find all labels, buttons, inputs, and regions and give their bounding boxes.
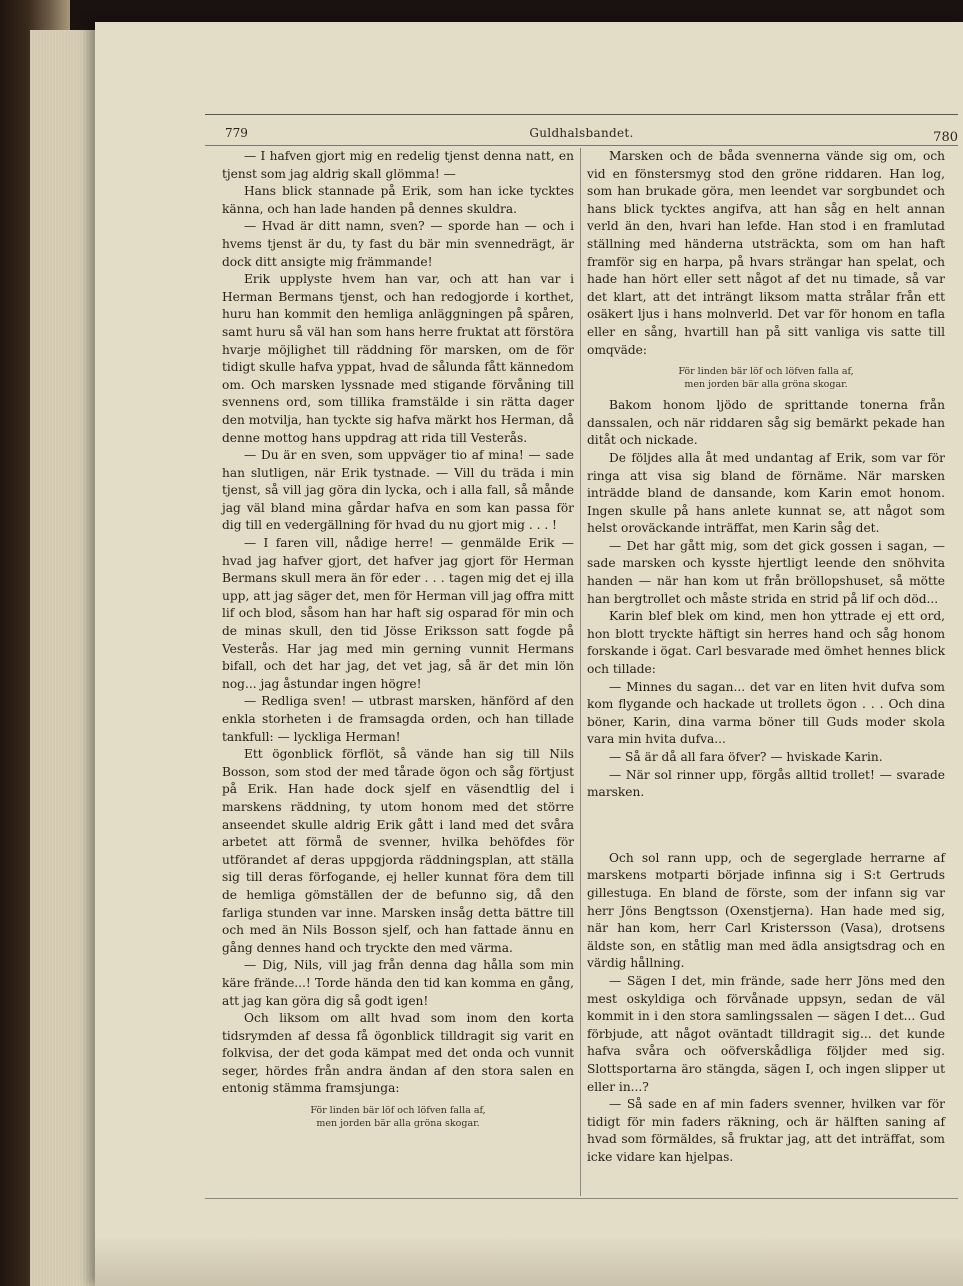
paragraph: — Redliga sven! — utbrast marsken, hänförd af den enkla storheten i de framsagda orden, och han tillade tankfull: — lyckliga Herman! — [222, 694, 574, 744]
running-title: Guldhalsbandet. — [529, 126, 634, 140]
paragraph: — I hafven gjort mig en redelig tjenst denna natt, en tjenst som jag aldrig skall glömma! — — [222, 149, 574, 181]
verse — [222, 1104, 574, 1130]
paragraph: — I faren vill, nådige herre! — genmälde Erik — hvad jag hafver gjort, det hafver jag gjort för Herman Bermans skull mera än för eder . . . tagen mig det ej illa upp, att jag säger det, men för Herman vill jag offra mitt lif och blod, såsom han har haft sig osparad för min och de minas skull, den tid Jösse Eriksson satt fogde på Vesterås. Har jag med min gerning vunnit Hermans bifall, och det har jag, det vet jag, så är det min lön nog... jag åstundar ingen högre! — [222, 536, 574, 691]
paragraph: — När sol rinner upp, förgås alltid trollet! — svarade marsken. — [587, 767, 945, 800]
paragraph: — Du är en sven, som uppväger tio af mina! — sade han slutligen, när Erik tystnade. — Vill du träda i min tjenst, så vill jag göra din lycka, och i alla fall, så månde jag väl bland mina gårdar hafva en som kan passa för dig till en vedergällning för hvad du nu gjort mig . . . ! — [222, 448, 574, 533]
paragraph: — Sägen I det, min frände, sade herr Jöns med den mest oskyldiga och förvånade uppsyn, sedan de väl kommit in i den stora samlingssalen — sägen I det... Gud förbjude, att något oväntadt tilldragit sig... det kunde hafva svåra och oöfverskådliga följder med sig. Slottsportarna äro stängda, sägen I, och ingen slipper ut eller in...? — [587, 973, 945, 1094]
right-column — [587, 148, 945, 1166]
paragraph: Bakom honom ljödo de sprittande tonerna från danssalen, och när riddaren såg sig bemärkt pekade han ditåt och nickade. — [587, 398, 945, 448]
column-divider — [580, 148, 581, 1196]
verse-line: men jorden bär alla gröna skogar. — [684, 379, 848, 391]
paragraph: Och sol rann upp, och de segerglade herrarne af marskens motparti började infinna sig i S:t Gertruds gillestuga. En bland de förste, som der infann sig var herr Jöns Bengtsson (Oxenstjerna). Han hade med sig, när han kom, herr Carl Kristersson (Vasa), drotsens äldste son, en ståtlig man med ädla ansigtsdrag och en värdig hållning. — [587, 850, 945, 971]
paragraph: Erik upplyste hvem han var, och att han var i Herman Bermans tjenst, och han redogjorde i korthet, huru han kommit den hemliga anläggningen på spåren, samt huru så väl han som hans herre fruktat att förstöra hvarje möjlighet till räddning för marsken, om de för tidigt skulle hafva yppat, hvad de sålunda fått kännedom om. Och marsken lyssnade med stigande förvåning till svennens ord, som tillika framstälde i sin rätta dager den motvilja, han tyckte sig hafva märkt hos Herman, då denne mottog hans uppdrag att rida till Vesterås. — [222, 272, 574, 445]
paragraph: Karin blef blek om kind, men hon yttrade ej ett ord, hon blott tryckte häftigt sin herres hand och såg honom forskande i ögat. Carl besvarade med ömhet hennes blick och tillade: — [587, 609, 945, 677]
paragraph: — Så sade en af min faders svenner, hvilken var för tidigt för min faders räkning, och är hälften saning af hvad som förmäldes, så fruktar jag, att det inträffat, som icke vidare kan hjelpas. — [587, 1097, 945, 1164]
page-shadow — [95, 1235, 963, 1286]
section-break — [587, 802, 945, 850]
verse-line: men jorden bär alla gröna skogar. — [316, 1118, 480, 1130]
paragraph: De följdes alla åt med undantag af Erik, som var för ringa att visa sig bland de förnäme. När marsken inträdde bland de dansande, kom Karin emot honom. Ingen skulle på hans anlete kunnat se, att något som helst oroväckande inträffat, men Karin såg det. — [587, 450, 945, 536]
bottom-rule — [205, 1198, 958, 1199]
header-rule-lower — [205, 145, 958, 146]
verse-line: För linden bär löf och löfven falla af, — [678, 366, 854, 378]
left-column — [222, 148, 574, 1136]
page-number-right: 780 — [933, 130, 958, 145]
paragraph: Hans blick stannade på Erik, som han icke tycktes känna, och han lade handen på dennes skuldra. — [222, 184, 574, 216]
paragraph: — Dig, Nils, vill jag från denna dag hålla som min käre frände...! Torde hända den tid kan komma en gång, att jag kan göra dig så godt igen! — [222, 958, 574, 1008]
paragraph: — Så är då all fara öfver? — hviskade Karin. — [609, 750, 883, 764]
header-rule — [205, 114, 958, 115]
paragraph: — Det har gått mig, som det gick gossen i sagan, — sade marsken och kysste hjertligt leende den snöhvita handen — när han kom ut från bröllopshuset, så mötte han bergtrollet och måste strida en strid på lif och död... — [587, 538, 945, 606]
paragraph: — Hvad är ditt namn, sven? — sporde han — och i hvems tjenst är du, ty fast du bär min svennedrägt, är dock ditt ansigte mig främmande! — [222, 219, 574, 269]
paragraph: Ett ögonblick förflöt, så vände han sig till Nils Bosson, som stod der med tårade ögon och såg förtjust på Erik. Han hade dock sjelf en väsendtlig del i marskens räddning, ty utom honom med det större anseendet skulle aldrig Erik gått i land med det svåra arbetet att förmå de svenner, hvilka behöfdes för utförandet af deras uppgjorda räddningsplan, att ställa sig till deras förfogande, ej heller kunnat föra dem till de hemliga gömställen der de befunno sig, då den farliga stunden var inne. Marsken insåg detta bättre till och med än Nils Bosson sjelf, och han fattade ännu en gång dennes hand och tryckte den med värma. — [222, 747, 574, 955]
paragraph: — Minnes du sagan... det var en liten hvit dufva som kom flygande och hackade ut trollets ögon . . . Och dina böner, Karin, dina varma böner till Guds moder skola vara min hvita dufva... — [587, 679, 945, 747]
paragraph: Marsken och de båda svennerna vände sig om, och vid en fönstersmyg stod den gröne riddaren. Han log, som han brukade göra, men leendet var sorgbundet och hans blick tycktes angifva, att han såg en helt annan verld än den, hvari han lefde. Han stod i en framlutad ställning med händerna utsträckta, som om han haft framför sig en harpa, på hvars strängar han spelat, och hade han hört eller sett något af det nu timade, så var det klart, att det inträngt liksom matta strålar från ett osäkert ljus i hans molnverld. Det var för honom en tafla eller en sång, hvartill han på sitt vanliga vis satte till omqväde: — [587, 149, 945, 357]
page-header — [205, 126, 958, 146]
verse-line: För linden bär löf och löfven falla af, — [310, 1105, 486, 1117]
paragraph: Och liksom om allt hvad som inom den korta tidsrymden af dessa få ögonblick tilldragit sig varit en folkvisa, der det goda kämpat med det onda och vunnit seger, hördes från andra ändan af den stora salen en entonig stämma framsjunga: — [222, 1011, 574, 1096]
verse — [587, 365, 945, 391]
page-number-left: 779 — [225, 126, 248, 140]
